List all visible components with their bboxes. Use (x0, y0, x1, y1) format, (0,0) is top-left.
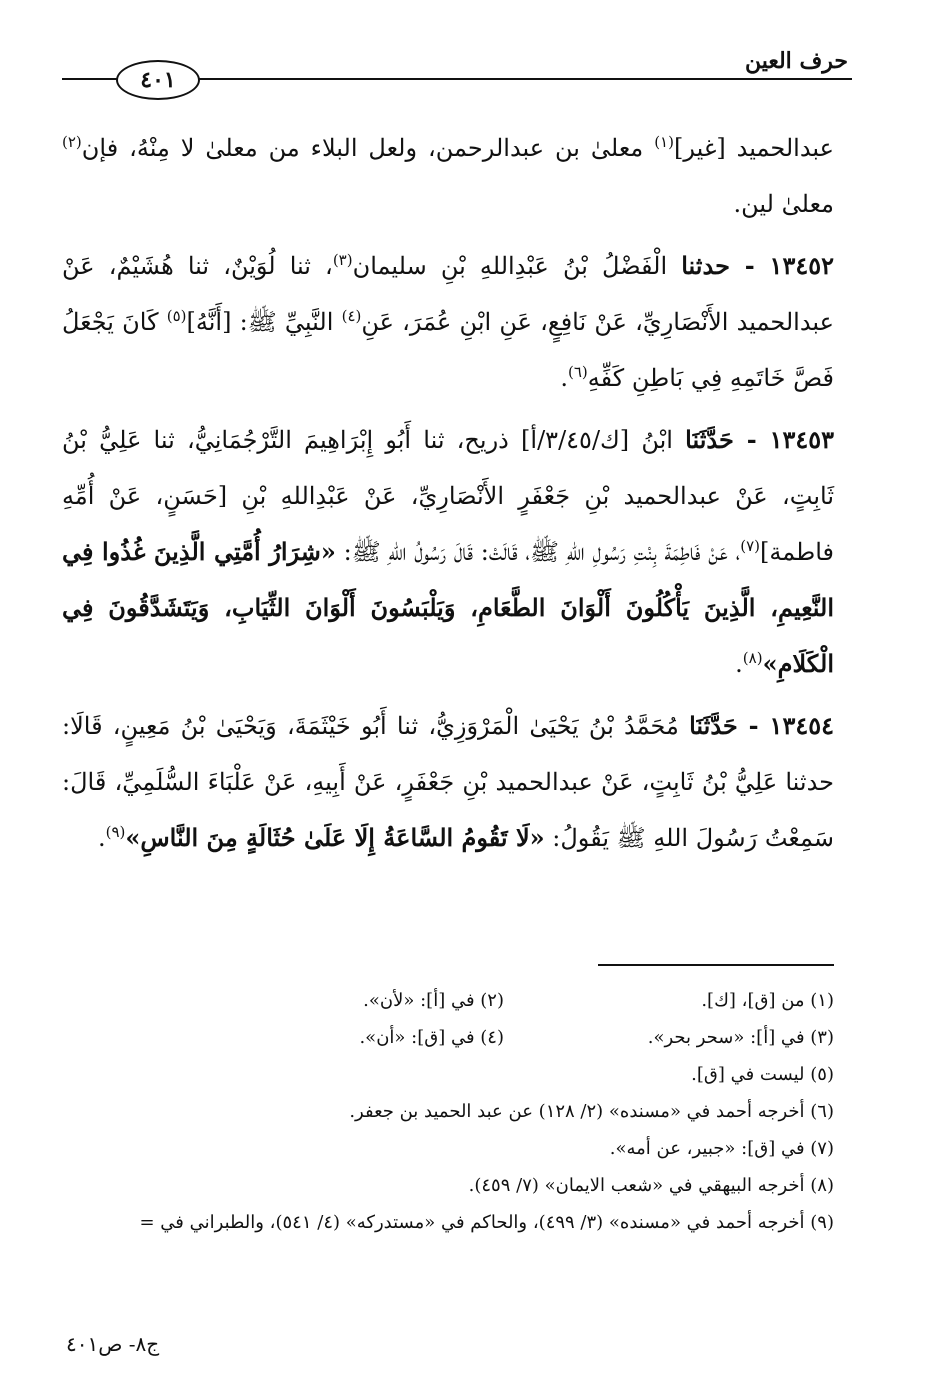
text-segment: الْفَضْلُ بْنُ عَبْدِاللهِ بْنِ سليمان (352, 252, 682, 280)
footnote-row (94, 982, 834, 1019)
text-segment: عبدالحميد [غير] (673, 134, 834, 162)
footnote-ref: (٥) (166, 307, 187, 325)
paragraph-continuation (62, 120, 834, 232)
page-number-oval (116, 60, 200, 100)
hadith-13453 (62, 412, 834, 692)
text-segment: . (97, 824, 106, 852)
hadith-number: ١٣٤٥٤ - (737, 711, 834, 740)
text-segment: ابْنُ [ك/٣/٤٥/أ] ذريح، ثنا أَبُو إِبْرَاهِيمَ التَّرْجُمَانِيُّ، ثنا عَلِيُّ بْنُ ثَابِتٍ، عَنْ عبدالحميد بْنِ جَعْفَرٍ الأَنْصَارِيِّ، عَنْ عَبْدِاللهِ بْنِ [حَسَنٍ، عَنْ أُمِّهِ فاطمة] (62, 426, 834, 566)
hadith-13452 (62, 238, 834, 406)
footnote-ref: (٧) (740, 537, 760, 555)
page-header (62, 38, 852, 93)
text-segment: النَّبِيِّ ﷺ: [أَنَّهُ] (186, 308, 342, 336)
hadith-matn: «شِرَارُ أُمَّتِي الَّذِينَ غُذُوا فِي النَّعِيمِ، الَّذِينَ يَأْكُلُونَ أَلْوَانَ الطَّعَامِ، وَيَلْبَسُونَ أَلْوَانَ الثِّيَابِ، وَيَتَشَدَّقُونَ فِي الْكَلَامِ» (62, 537, 834, 678)
footnote-ref: (٢) (62, 133, 82, 151)
text-segment: . (735, 650, 743, 678)
section-title: حرف العين (744, 48, 848, 74)
main-text (62, 120, 834, 872)
footnote-1: (١) من [ق]، [ك]. (701, 990, 834, 1011)
text-segment: كَانَ يَجْعَلُ فَصَّ خَاتَمِهِ فِي بَاطِنِ كَفِّهِ (62, 308, 834, 392)
text-segment: ، عَنْ فَاطِمَةَ بِنْتِ رَسُولِ اللهِ ﷺ، قَالَتْ: قَالَ رَسُولُ اللهِ ﷺ: (335, 538, 741, 566)
text-segment: معلىٰ لين. (733, 190, 834, 218)
footnote-8: (٨) أخرجه البيهقي في «شعب الايمان» (٧/ ٤٥٩). (468, 1175, 834, 1196)
footnote-separator (598, 964, 834, 966)
footnote-ref: (٣) (332, 251, 353, 269)
footnote-ref: (٤) (341, 307, 362, 325)
footnote-row (94, 1019, 834, 1056)
text-segment: . (560, 364, 568, 392)
footnotes (94, 982, 834, 1241)
hadith-number: ١٣٤٥٢ - (729, 251, 834, 280)
volume-page-marker: ج٨- ص٤٠١ (66, 1332, 160, 1356)
footnote-ref: (١) (654, 133, 674, 151)
haddathana-keyword: حَدَّثَنَا (685, 425, 734, 454)
footnote-ref: (٩) (105, 823, 126, 841)
hadith-13454 (62, 698, 834, 866)
hadith-matn: «لَا تَقُومُ السَّاعَةُ إِلَا عَلَىٰ حُثَالَةٍ مِنَ النَّاسِ» (125, 823, 545, 852)
text-segment: مُحَمَّدُ بْنُ يَحْيَىٰ الْمَرْوَزِيُّ، ثنا أَبُو خَيْثَمَةَ، وَيَحْيَىٰ بْنُ مَعِينٍ، قَالَا: حدثنا عَلِيُّ بْنُ ثَابِتٍ، عَنْ عبدالحميد بْنِ جَعْفَرٍ، عَنْ أَبِيهِ، عَنْ عَلْبَاءَ السُّلَمِيِّ، قَالَ: سَمِعْتُ رَسُولَ اللهِ ﷺ يَقُولُ: (62, 712, 835, 852)
footnote-7: (٧) في [ق]: «جبير، عن أمه». (609, 1138, 834, 1159)
hadith-number: ١٣٤٥٣ - (733, 425, 835, 454)
footnote-2: (٢) في [أ]: «لأن». (363, 990, 504, 1011)
footnote-ref: (٨) (742, 649, 763, 667)
footnote-3: (٣) في [أ]: «سحر بحر». (647, 1027, 834, 1048)
footnote-ref: (٦) (567, 363, 588, 381)
text-segment: ، ثنا لُوَيْنٌ، ثنا هُشَيْمٌ، عَنْ عبدالحميد الأَنْصَارِيِّ، عَنْ نَافِعٍ، عَنِ ابْنِ عُمَرَ، عَنِ (62, 252, 834, 336)
text-segment: معلىٰ بن عبدالرحمن، ولعل البلاء من معلىٰ لا مِنْهُ، فإن (81, 134, 655, 162)
footnote-4: (٤) في [ق]: «أن». (359, 1027, 504, 1048)
footnote-5: (٥) ليست في [ق]. (691, 1064, 834, 1085)
haddathana-keyword: حدثنا (681, 251, 730, 280)
haddathana-keyword: حَدَّثَنَا (689, 711, 738, 740)
page-number: ٤٠١ (140, 67, 176, 93)
footnote-6: (٦) أخرجه أحمد في «مسنده» (٢/ ١٢٨) عن عبد الحميد بن جعفر. (349, 1101, 834, 1122)
footnote-9: (٩) أخرجه أحمد في «مسنده» (٣/ ٤٩٩)، والحاكم في «مستدركه» (٤/ ٥٤١)، والطبراني في = (139, 1212, 834, 1233)
